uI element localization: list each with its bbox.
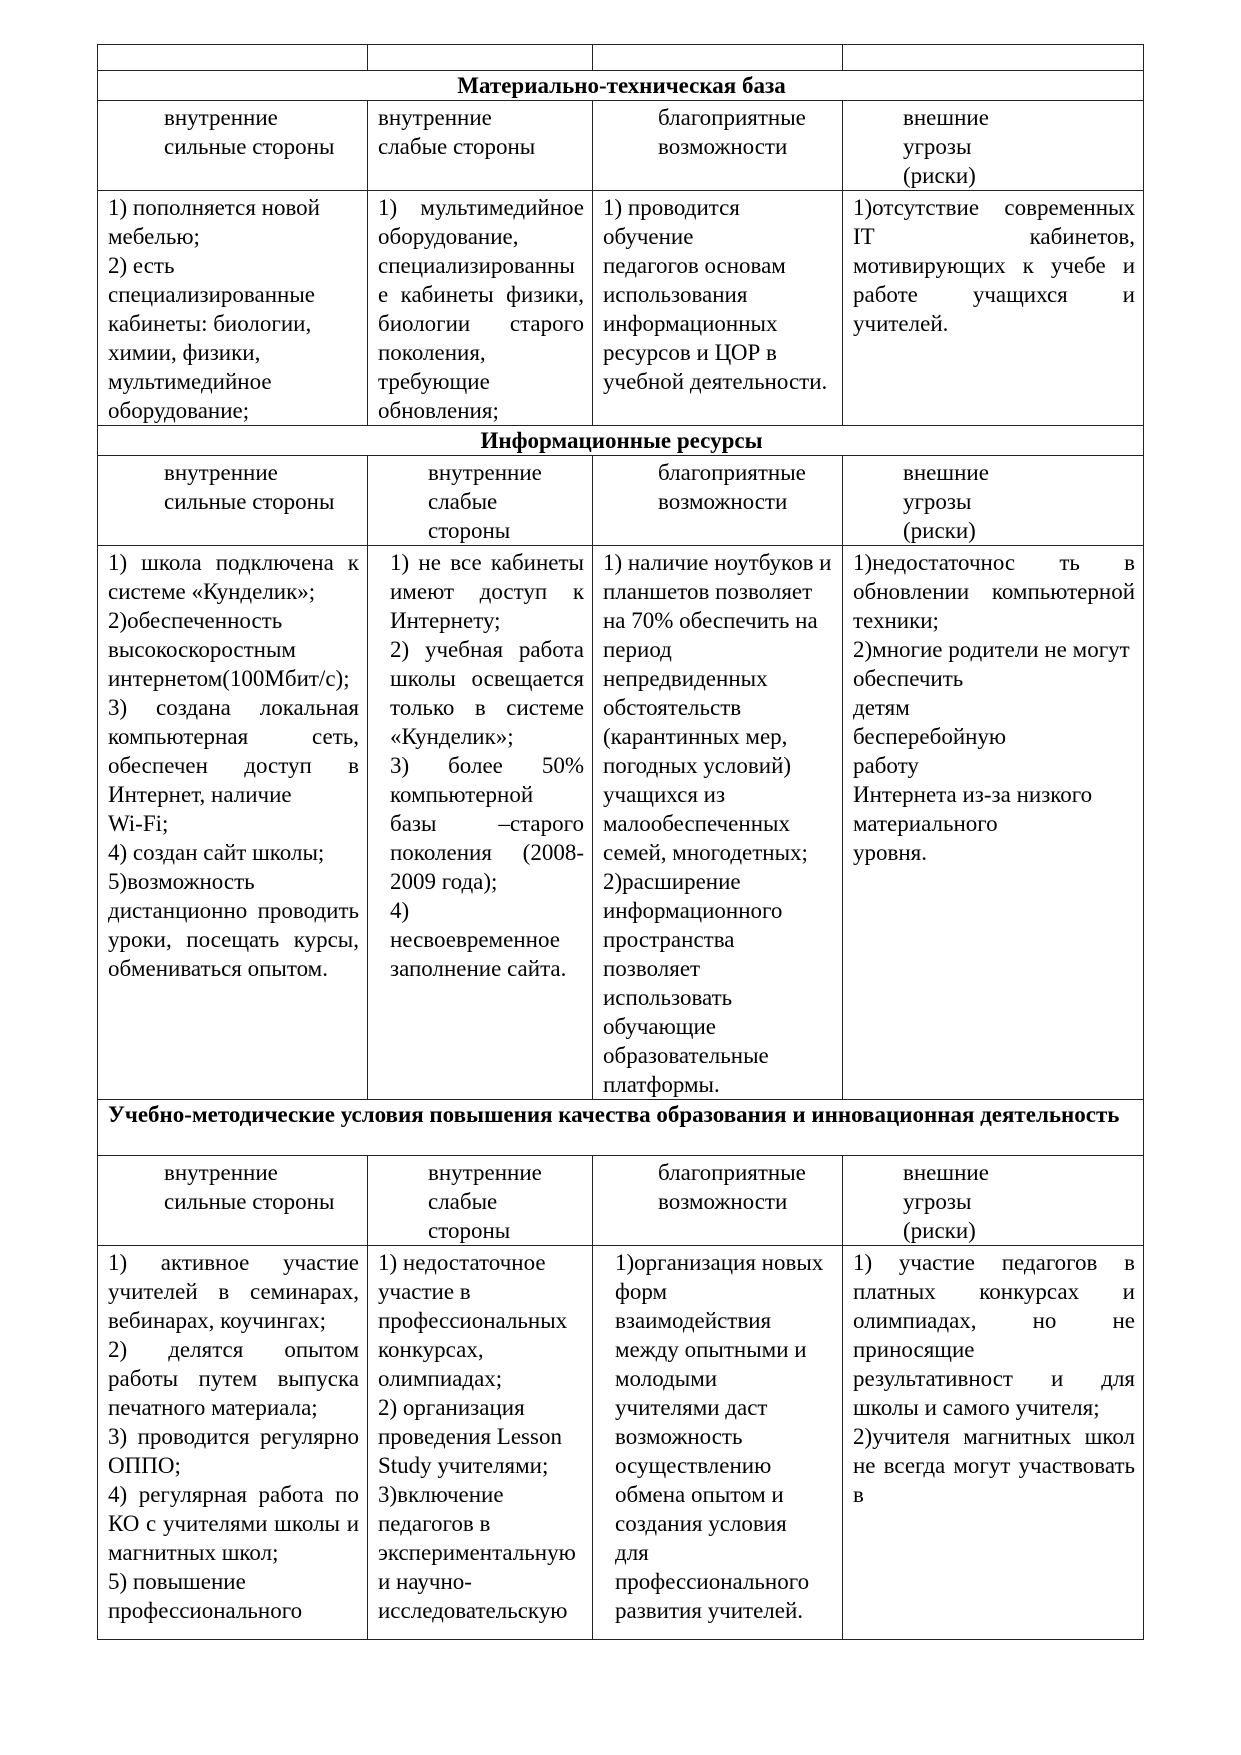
empty-cell (98, 45, 368, 71)
header-threats (843, 1156, 1144, 1246)
header-row (98, 101, 1144, 191)
header-weaknesses (368, 1156, 593, 1246)
header-weaknesses-text: внутренние слабые стороны (428, 1160, 542, 1243)
content-row (98, 191, 1144, 426)
threats-text: 1) участие педагогов в платных конкурсах и олимпиадах, но не приносящие результативност и для школы и самого учителя; 2)учителя магнитных школ не всегда могут участвовать в (853, 1250, 1135, 1507)
header-weaknesses (368, 101, 593, 191)
empty-cell (368, 45, 593, 71)
strengths-text: 1) школа подключена к системе «Кунделик»; 2)обеспеченность высокоскоростным интернетом(100Мбит/с); 3) создана локальная компьютерная сеть, обеспечен доступ в Интернет, наличие Wi-Fi; 4) создан сайт школы; 5)возможность дистанционно проводить уроки, посещать курсы, обмениваться опытом. (108, 550, 359, 981)
header-weaknesses (368, 456, 593, 546)
opportunities-cell (593, 546, 843, 1100)
header-opportunities-text: благоприятные возможности (658, 460, 806, 514)
weaknesses-text: 1) недостаточное участие в профессиональных конкурсах, олимпиадах; 2) организация проведения Lesson Study учителями; 3)включение педагогов в экспериментальную и научно- исследовательскую (378, 1250, 576, 1623)
section-title: Информационные ресурсы (98, 426, 1144, 456)
content-row (98, 546, 1144, 1100)
header-strengths (98, 101, 368, 191)
section-title-row (98, 1100, 1144, 1156)
empty-cell (843, 45, 1144, 71)
strengths-cell (98, 191, 368, 426)
header-opportunities (593, 456, 843, 546)
opportunities-text: 1) проводится обучение педагогов основам использования информационных ресурсов и ЦОР в учебной деятельности. (603, 195, 828, 394)
opportunities-cell (593, 191, 843, 426)
header-strengths (98, 1156, 368, 1246)
header-threats-text: внешние угрозы (риски) (903, 460, 989, 543)
weaknesses-cell (368, 546, 593, 1100)
weaknesses-text: 1) мультимедийное оборудование, специализированны е кабинеты физики, биологии старого поколения, требующие обновления; (378, 195, 584, 423)
threats-text: 1)недостаточнос ть в обновлении компьютерной техники; 2)многие родители не могут обеспечить детям бесперебойную работу Интернета из-за низкого материального уровня. (853, 550, 1135, 865)
empty-top-row (98, 45, 1144, 71)
strengths-cell (98, 1246, 368, 1640)
threats-cell (843, 546, 1144, 1100)
header-opportunities (593, 101, 843, 191)
header-strengths-text: внутренние сильные стороны (164, 105, 335, 159)
weaknesses-cell (368, 191, 593, 426)
header-threats-text: внешние угрозы (риски) (903, 105, 989, 188)
header-strengths-text: внутренние сильные стороны (164, 460, 335, 514)
header-opportunities-text: благоприятные возможности (658, 105, 806, 159)
header-threats (843, 456, 1144, 546)
threats-cell (843, 1246, 1144, 1640)
header-opportunities (593, 1156, 843, 1246)
header-threats (843, 101, 1144, 191)
section-title: Учебно-методические условия повышения качества образования и инновационная деятельность (98, 1100, 1144, 1156)
page (97, 44, 1144, 1640)
weaknesses-cell (368, 1246, 593, 1640)
threats-text: 1)отсутствие современных IT кабинетов, мотивирующих к учебе и работе учащихся и учителей. (853, 195, 1135, 336)
strengths-text: 1) пополняется новой мебелью; 2) есть специализированные кабинеты: биологии, химии, физики, мультимедийное оборудование; (108, 195, 320, 423)
header-row (98, 456, 1144, 546)
weaknesses-text: 1) не все кабинеты имеют доступ к Интернету; 2) учебная работа школы освещается только в системе «Кунделик»; 3) более 50% компьютерной базы –старого поколения (2008-2009 года); 4) несвоевременное заполнение сайта. (390, 550, 584, 981)
header-threats-text: внешние угрозы (риски) (903, 1160, 989, 1243)
strengths-text: 1) активное участие учителей в семинарах, вебинарах, коучингах; 2) делятся опытом работы путем выпуска печатного материала; 3) проводится регулярно ОППО; 4) регулярная работа по КО с учителями школы и магнитных школ; 5) повышение профессионального (108, 1250, 359, 1623)
header-opportunities-text: благоприятные возможности (658, 1160, 806, 1214)
swot-table (97, 44, 1144, 1640)
header-strengths-text: внутренние сильные стороны (164, 1160, 335, 1214)
header-weaknesses-text: внутренние слабые стороны (428, 460, 542, 543)
section-title: Материально-техническая база (98, 71, 1144, 101)
header-weaknesses-text: внутренние слабые стороны (378, 105, 536, 159)
section-title-row (98, 71, 1144, 101)
threats-cell (843, 191, 1144, 426)
opportunities-text: 1) наличие ноутбуков и планшетов позволяет на 70% обеспечить на период непредвиденных обстоятельств (карантинных мер, погодных условий) учащихся из малообеспеченных семей, многодетных; 2)расширение информационного пространства позволяет использовать обучающие образовательные платформы. (603, 550, 832, 1097)
content-row (98, 1246, 1144, 1640)
strengths-cell (98, 546, 368, 1100)
section-title-row (98, 426, 1144, 456)
opportunities-text: 1)организация новых форм взаимодействия между опытными и молодыми учителями даст возможность осуществлению обмена опытом и создания условия для профессионального развития учителей. (615, 1250, 824, 1623)
opportunities-cell (593, 1246, 843, 1640)
header-strengths (98, 456, 368, 546)
empty-cell (593, 45, 843, 71)
header-row (98, 1156, 1144, 1246)
